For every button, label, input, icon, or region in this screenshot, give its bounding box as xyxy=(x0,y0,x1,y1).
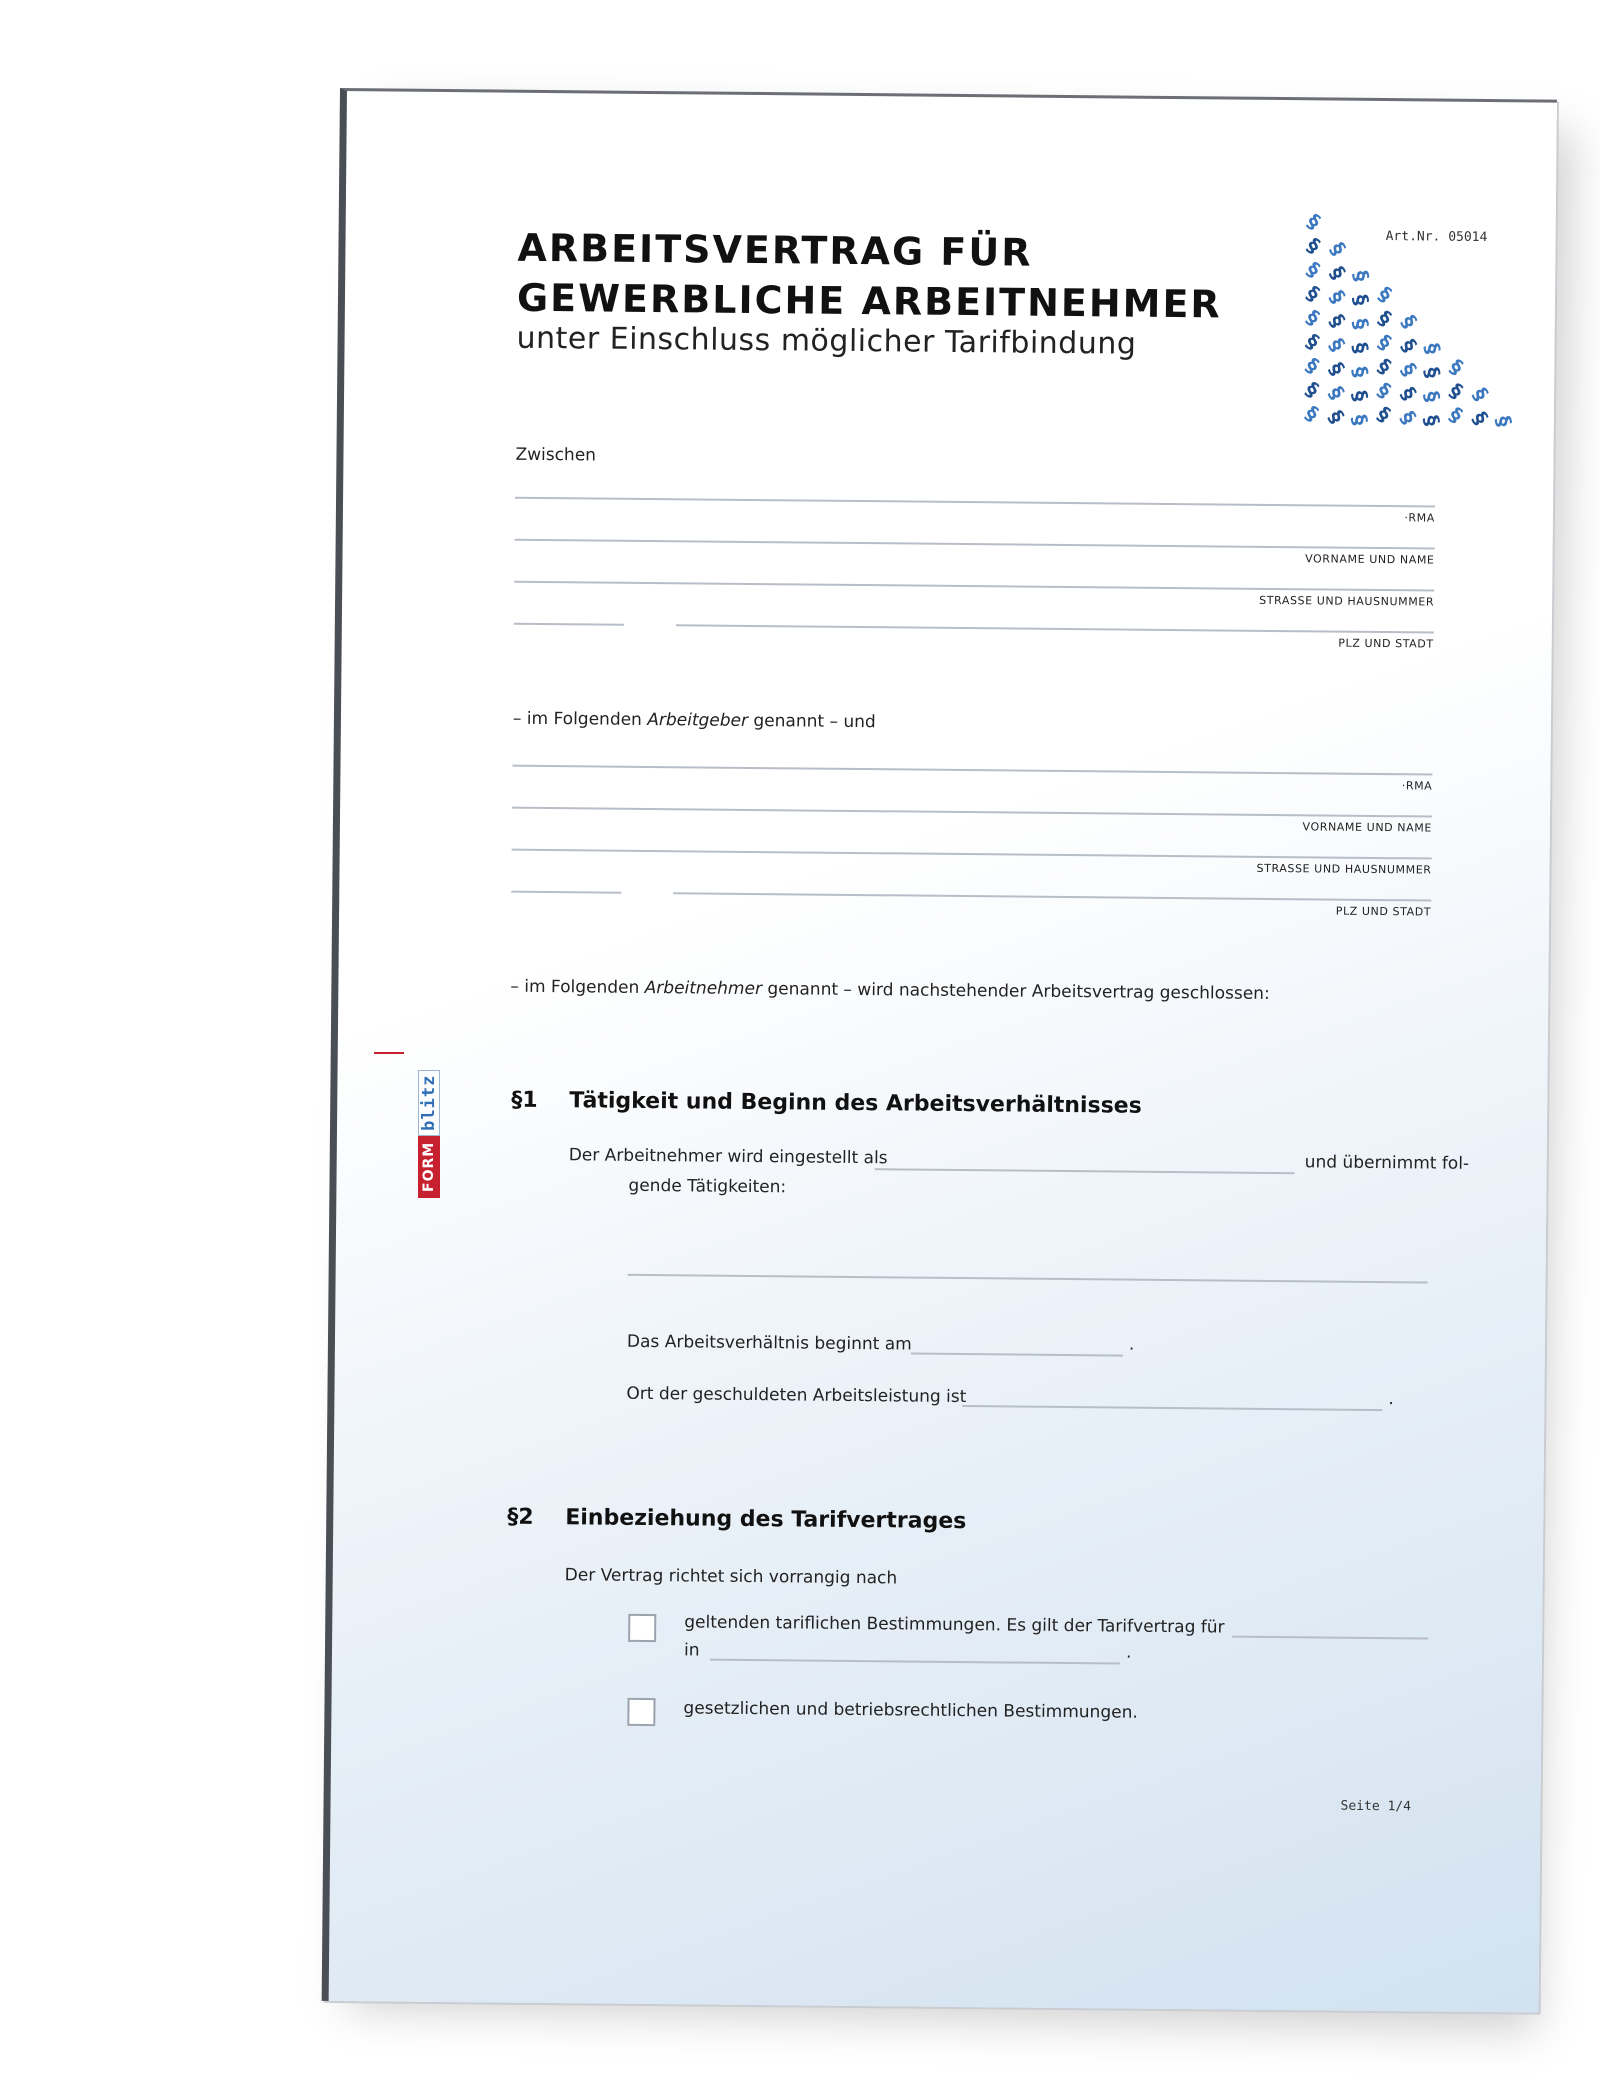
paragraph-glyph: § xyxy=(1324,285,1351,308)
paragraph-glyph: § xyxy=(1323,381,1350,404)
place-of-work-period: . xyxy=(1388,1389,1394,1410)
paragraph-glyph: § xyxy=(1300,400,1324,427)
paragraph-glyph: § xyxy=(1419,388,1446,405)
brand-accent-rule xyxy=(374,1052,404,1054)
place-of-work-label: Ort der geschuldeten Arbeitsleistung ist xyxy=(626,1383,967,1408)
employee-city-line[interactable] xyxy=(673,892,1431,901)
section2-number: §2 xyxy=(507,1504,534,1530)
employee-street-line[interactable] xyxy=(512,849,1432,860)
employer-company-line[interactable] xyxy=(515,497,1435,508)
employee-zip-city-label: PLZ UND STADT xyxy=(1335,904,1432,919)
section1-number: §1 xyxy=(511,1087,538,1113)
job-tasks-line[interactable] xyxy=(628,1274,1428,1284)
paragraph-glyph: § xyxy=(1467,407,1494,429)
start-date-label: Das Arbeitsverhältnis beginnt am xyxy=(626,1331,912,1355)
tariff-region-line[interactable] xyxy=(710,1659,1120,1665)
section2-intro: Der Vertrag richtet sich vorrangig nach xyxy=(564,1565,898,1589)
paragraph-glyph: § xyxy=(1348,291,1374,308)
paragraph-glyph: § xyxy=(1324,357,1350,380)
brand-form: FORM xyxy=(418,1136,440,1198)
section2-title: Einbeziehung des Tarifvertrages xyxy=(565,1505,967,1535)
paragraph-glyph: § xyxy=(1467,383,1494,405)
paragraph-glyph: § xyxy=(1419,412,1445,429)
paragraph-glyph: § xyxy=(1395,382,1422,405)
brand-blitz: blitz xyxy=(418,1070,440,1136)
paragraph-glyph: § xyxy=(1347,339,1374,356)
employee-name-label: VORNAME UND NAME xyxy=(1302,820,1433,835)
paragraph-glyph: § xyxy=(1396,334,1422,357)
paragraph-glyph: § xyxy=(1348,267,1375,284)
document-subtitle: unter Einschluss möglicher Tarifbindung xyxy=(516,320,1137,362)
formblitz-logo xyxy=(418,978,440,1198)
section1-line1-prefix: Der Arbeitnehmer wird eingestellt als xyxy=(568,1145,888,1169)
tariff-option-line2: in xyxy=(683,1640,700,1661)
paragraph-glyph: § xyxy=(1373,377,1396,403)
paragraph-glyph: § xyxy=(1374,281,1397,307)
section1-line1-suffix: und übernimmt fol- xyxy=(1304,1152,1470,1174)
paragraph-glyph: § xyxy=(1347,411,1373,428)
tariff-agreement-line[interactable] xyxy=(1232,1636,1428,1640)
tariff-option-checkbox[interactable] xyxy=(628,1614,656,1642)
paragraph-glyph: § xyxy=(1347,315,1374,332)
paragraph-glyph: § xyxy=(1301,352,1324,379)
employer-company-label: ·RMA xyxy=(1404,511,1435,525)
statutory-option-label: gesetzlichen und betriebsrechtlichen Bestimmungen. xyxy=(683,1698,1138,1723)
section1-title: Tätigkeit und Beginn des Arbeitsverhältnisses xyxy=(569,1088,1142,1119)
paragraph-glyph: § xyxy=(1396,358,1422,381)
document-page xyxy=(322,88,1557,2013)
tariff-option-line1: geltenden tariflichen Bestimmungen. Es gilt der Tarifvertrag für xyxy=(684,1612,1225,1638)
employer-street-line[interactable] xyxy=(514,581,1434,592)
document-title: ARBEITSVERTRAG FÜR GEWERBLICHE ARBEITNEHMER xyxy=(516,225,1222,327)
paragraph-glyph: § xyxy=(1445,354,1468,380)
paragraph-glyph: § xyxy=(1491,413,1517,430)
paragraph-glyph: § xyxy=(1419,364,1446,381)
paragraph-glyph: § xyxy=(1302,208,1325,235)
employee-phrase: – im Folgenden Arbeitnehmer genannt – wird nachstehender Arbeitsvertrag geschlossen: xyxy=(510,976,1270,1004)
paragraph-glyph: § xyxy=(1445,378,1468,404)
paragraph-glyph: § xyxy=(1324,333,1350,356)
paragraph-glyph: § xyxy=(1325,237,1351,260)
page-number: Seite 1/4 xyxy=(1340,1798,1412,1815)
paragraph-glyph: § xyxy=(1396,310,1423,333)
employer-zip-line[interactable] xyxy=(514,623,624,626)
employee-name-line[interactable] xyxy=(512,807,1432,818)
statutory-option-checkbox[interactable] xyxy=(627,1698,655,1726)
employer-city-line[interactable] xyxy=(676,624,1434,633)
employee-zip-line[interactable] xyxy=(511,891,621,894)
paragraph-glyph: § xyxy=(1325,261,1351,284)
paragraph-glyph: § xyxy=(1372,401,1396,427)
job-title-line[interactable] xyxy=(875,1168,1295,1174)
tariff-region-period: . xyxy=(1125,1642,1132,1663)
start-date-line[interactable] xyxy=(911,1353,1123,1357)
paragraph-glyph: § xyxy=(1301,328,1324,355)
paragraph-glyph: § xyxy=(1324,309,1351,332)
paragraph-pattern-logo xyxy=(1292,200,1517,442)
paragraph-glyph: § xyxy=(1347,363,1374,380)
paragraph-glyph: § xyxy=(1302,256,1325,283)
employer-name-label: VORNAME UND NAME xyxy=(1305,552,1435,567)
paragraph-glyph: § xyxy=(1395,406,1422,429)
paragraph-glyph: § xyxy=(1302,280,1325,307)
start-date-period: . xyxy=(1128,1334,1135,1355)
place-of-work-line[interactable] xyxy=(962,1405,1382,1411)
paragraph-glyph: § xyxy=(1373,353,1396,379)
intro-text: Zwischen xyxy=(515,444,597,466)
paragraph-glyph: § xyxy=(1347,387,1374,404)
section1-line2: gende Tätigkeiten: xyxy=(628,1175,787,1198)
paragraph-glyph: § xyxy=(1302,232,1325,259)
employer-street-label: STRASSE UND HAUSNUMMER xyxy=(1259,593,1435,609)
paragraph-glyph: § xyxy=(1301,376,1324,403)
paragraph-glyph: § xyxy=(1301,304,1324,331)
employer-name-line[interactable] xyxy=(515,539,1435,550)
paragraph-glyph: § xyxy=(1373,329,1396,355)
article-number: Art.Nr. 05014 xyxy=(1385,229,1488,246)
employer-phrase: – im Folgenden Arbeitgeber genannt – und xyxy=(512,708,876,733)
paragraph-glyph: § xyxy=(1444,402,1468,428)
employee-street-label: STRASSE UND HAUSNUMMER xyxy=(1256,861,1432,877)
employee-company-label: ·RMA xyxy=(1401,779,1433,793)
employee-company-line[interactable] xyxy=(512,765,1432,776)
paragraph-glyph: § xyxy=(1373,305,1396,331)
employer-zip-city-label: PLZ UND STADT xyxy=(1338,636,1434,651)
paragraph-glyph: § xyxy=(1323,405,1350,428)
paragraph-glyph: § xyxy=(1419,340,1446,357)
